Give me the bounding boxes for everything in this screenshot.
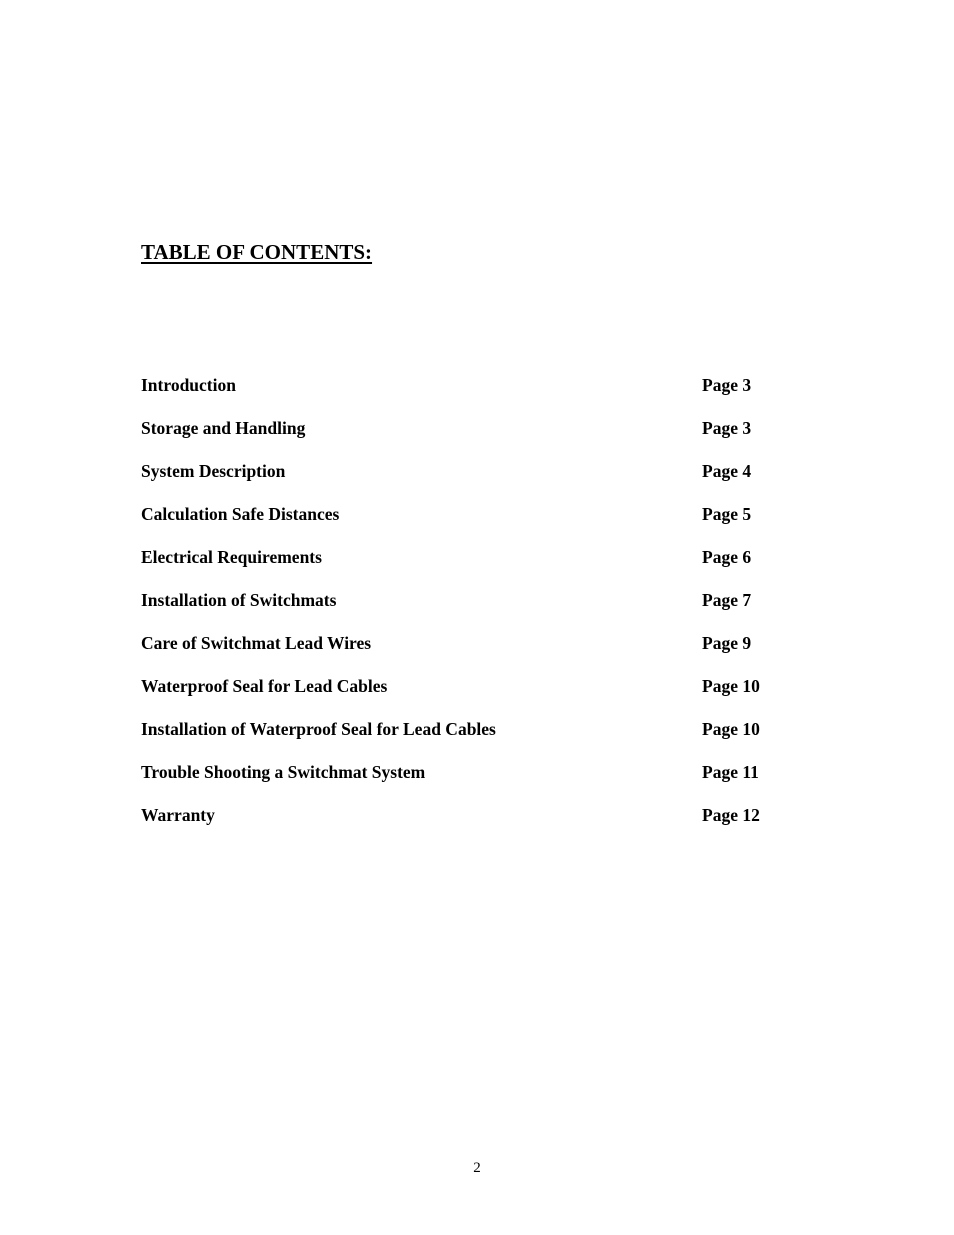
toc-row — [141, 632, 801, 675]
toc-list — [141, 374, 801, 847]
toc-entry-title: System Description — [141, 461, 286, 481]
toc-heading: TABLE OF CONTENTS: — [141, 240, 373, 264]
toc-entry-title: Storage and Handling — [141, 418, 306, 438]
toc-row — [141, 804, 801, 847]
toc-row — [141, 718, 801, 761]
toc-entry-page: Page 3 — [702, 418, 752, 438]
toc-entry-page: Page 4 — [702, 461, 752, 481]
toc-row — [141, 546, 801, 589]
toc-entry-page: Page 10 — [702, 676, 760, 696]
toc-entry-title: Warranty — [141, 805, 215, 825]
toc-entry-title: Trouble Shooting a Switchmat System — [141, 762, 426, 782]
toc-entry-title: Introduction — [141, 375, 236, 395]
toc-entry-page: Page 9 — [702, 633, 752, 653]
toc-row — [141, 417, 801, 460]
toc-row — [141, 589, 801, 632]
toc-entry-page: Page 12 — [702, 805, 760, 825]
toc-entry-title: Calculation Safe Distances — [141, 504, 340, 524]
toc-row — [141, 460, 801, 503]
toc-entry-title: Electrical Requirements — [141, 547, 322, 567]
toc-entry-page: Page 11 — [702, 762, 759, 782]
toc-entry-page: Page 7 — [702, 590, 752, 610]
page-number: 2 — [473, 1160, 481, 1176]
toc-row — [141, 675, 801, 718]
toc-entry-title: Care of Switchmat Lead Wires — [141, 633, 372, 653]
toc-entry-page: Page 3 — [702, 375, 752, 395]
toc-entry-page: Page 6 — [702, 547, 752, 567]
toc-row — [141, 503, 801, 546]
toc-row — [141, 761, 801, 804]
toc-entry-title: Installation of Switchmats — [141, 590, 337, 610]
toc-entry-title: Waterproof Seal for Lead Cables — [141, 676, 388, 696]
toc-entry-page: Page 10 — [702, 719, 760, 739]
toc-row — [141, 374, 801, 417]
toc-entry-page: Page 5 — [702, 504, 752, 524]
toc-entry-title: Installation of Waterproof Seal for Lead Cables — [141, 719, 496, 739]
